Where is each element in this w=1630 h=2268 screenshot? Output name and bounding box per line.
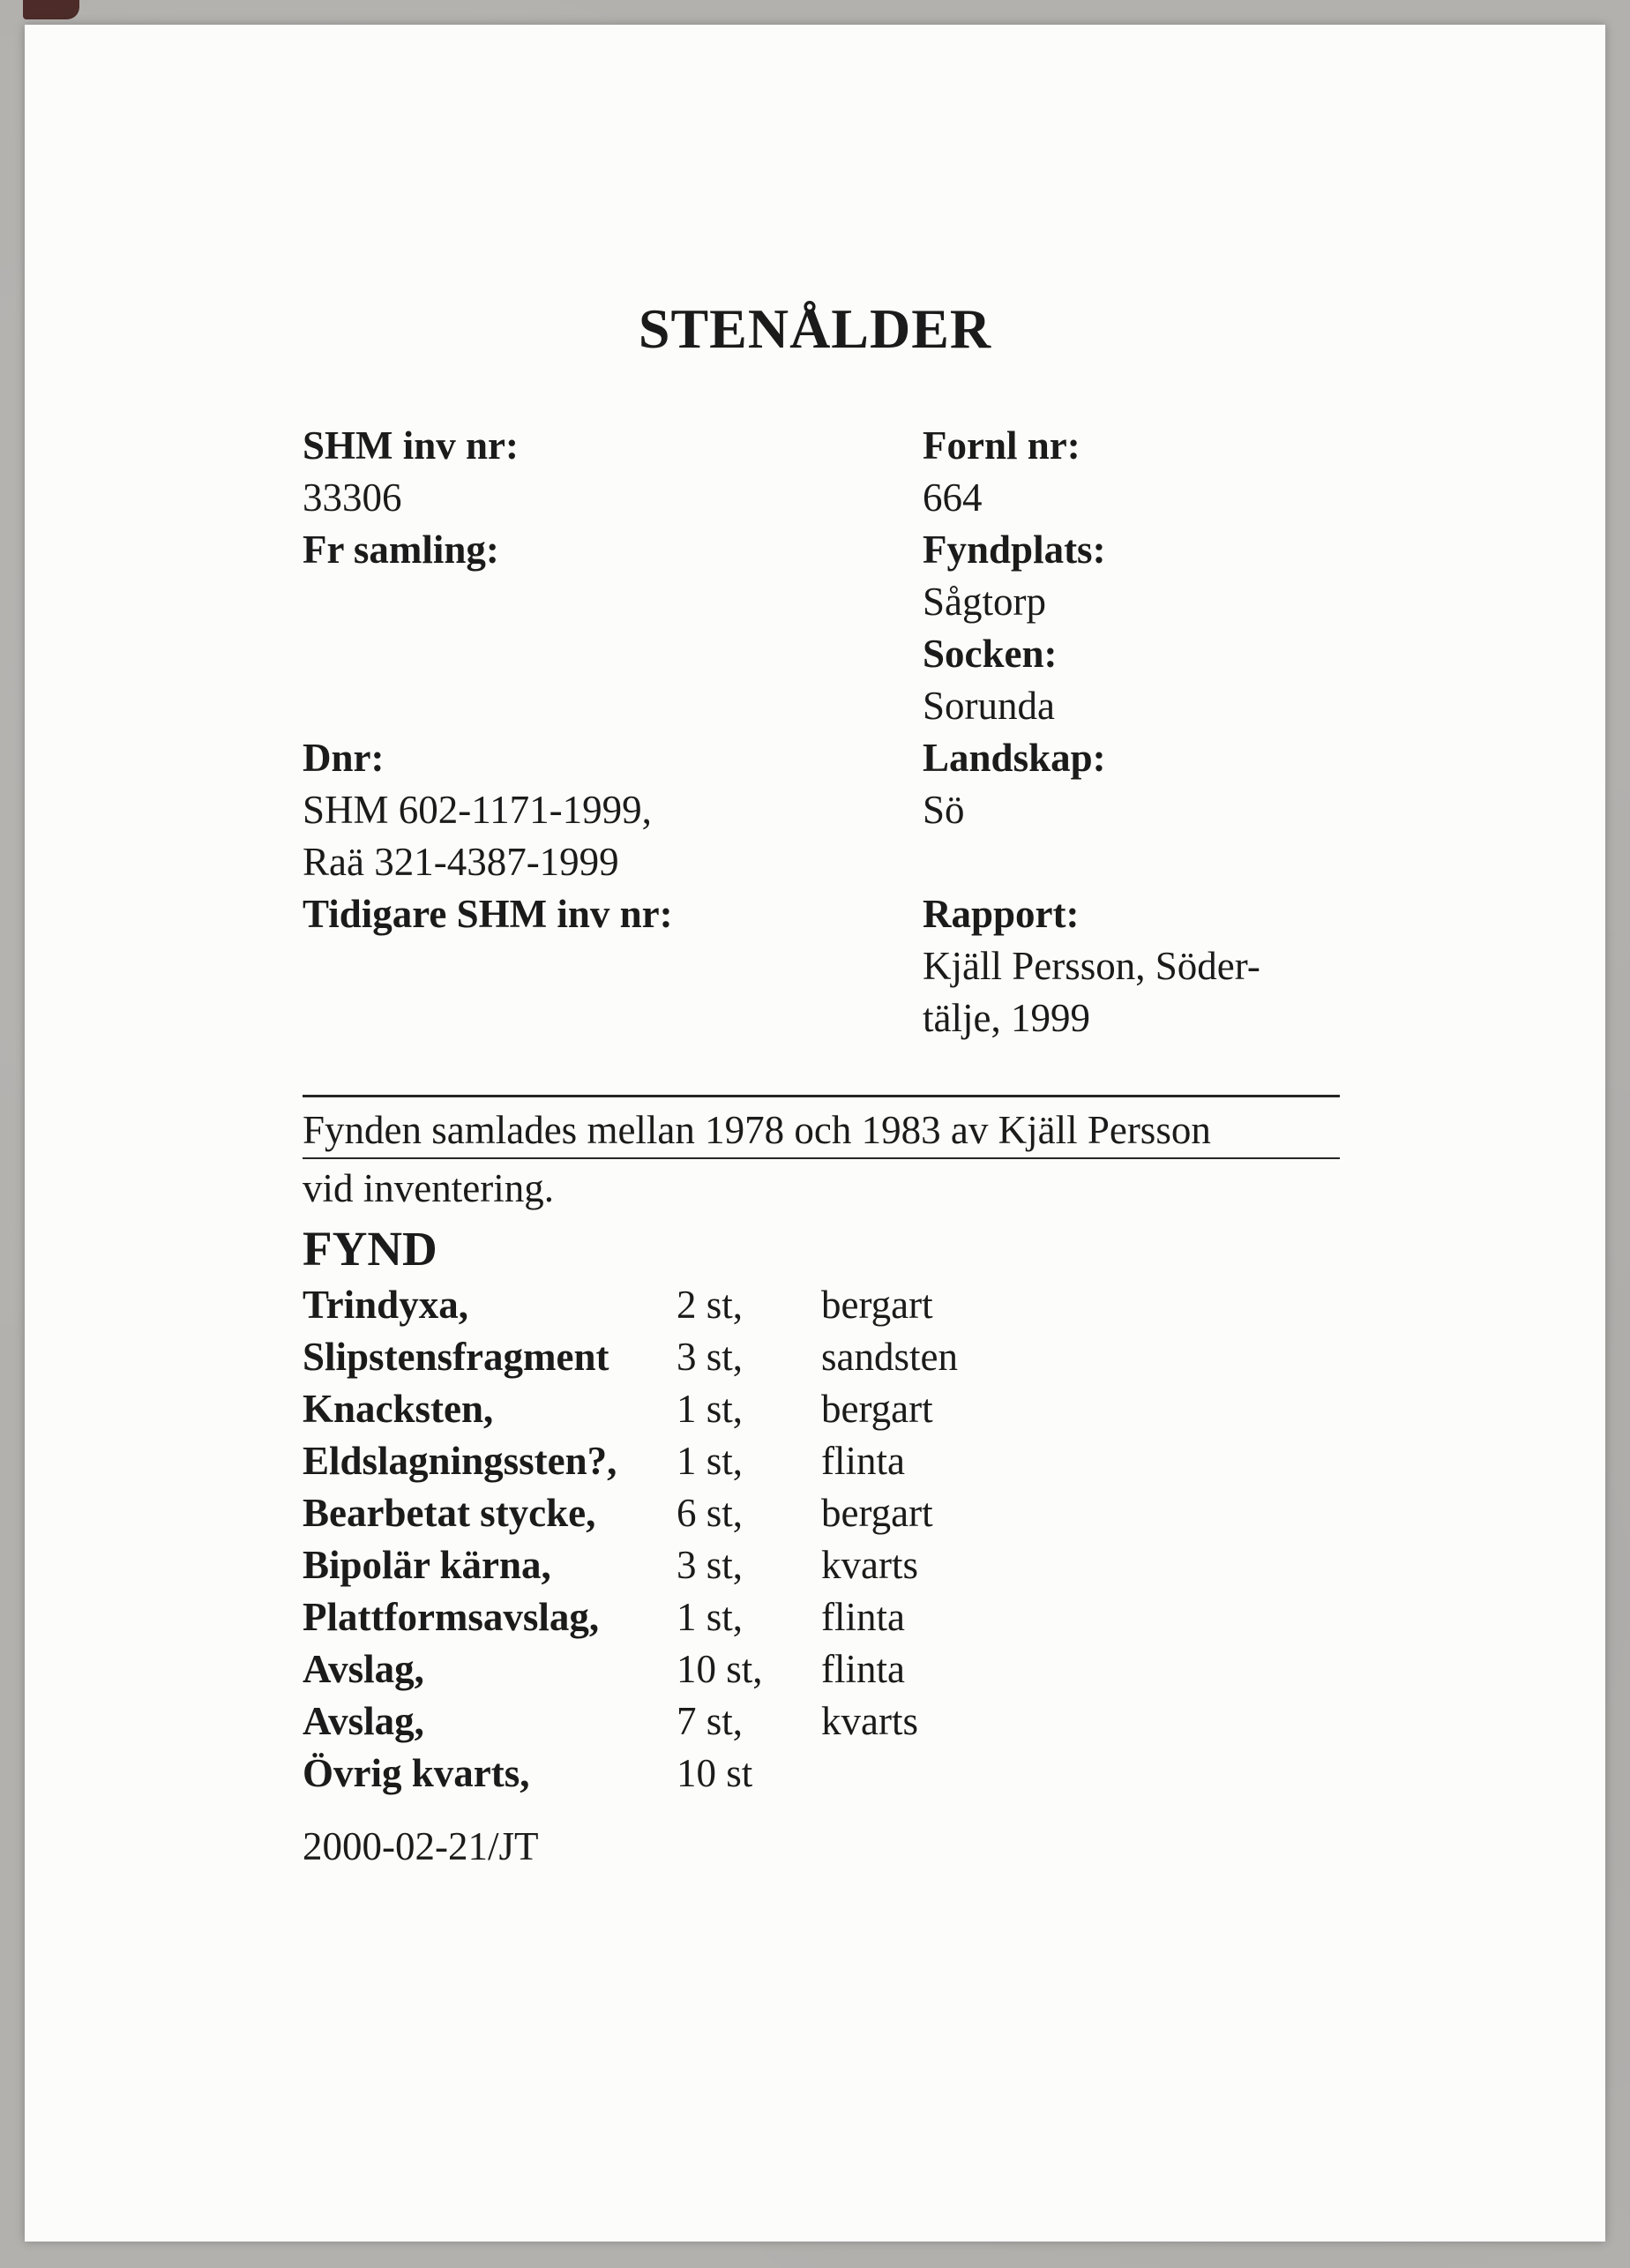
field-value: Sorunda [923, 684, 1055, 728]
page-title: STENÅLDER [638, 297, 992, 360]
metadata-column-left [303, 420, 911, 940]
summary-paragraph [303, 1095, 1340, 1214]
find-name-cell: Knacksten, [303, 1387, 494, 1431]
field-label: Fyndplats: [923, 528, 1106, 572]
find-material-cell: kvarts [821, 1699, 918, 1743]
field-label: Dnr: [303, 736, 385, 780]
find-quantity-cell: 10 st, [677, 1647, 763, 1691]
find-name-cell: Plattformsavslag, [303, 1595, 600, 1639]
field-value: 33306 [303, 475, 402, 520]
find-row [303, 1748, 1340, 1800]
field-value [303, 576, 911, 628]
scan-artifact-mark [23, 0, 79, 19]
find-material-cell: kvarts [821, 1543, 918, 1587]
find-quantity-cell: 10 st [677, 1751, 753, 1795]
finds-table [303, 1279, 1340, 1800]
field-value: tälje, 1999 [923, 996, 1090, 1040]
find-name-cell: Trindyxa, [303, 1283, 468, 1327]
find-row [303, 1383, 1340, 1435]
find-material-cell: flinta [821, 1647, 905, 1691]
find-quantity-cell: 1 st, [677, 1439, 744, 1483]
find-name-cell: Eldslagningssten?, [303, 1439, 617, 1483]
find-name-cell: Slipstensfragment [303, 1335, 609, 1379]
find-name-cell: Avslag, [303, 1699, 424, 1743]
field-label: Fornl nr: [923, 423, 1080, 468]
find-material-cell: sandsten [821, 1335, 958, 1379]
find-row [303, 1539, 1340, 1591]
date-signature: 2000-02-21/JT [303, 1824, 539, 1868]
find-quantity-cell: 1 st, [677, 1387, 744, 1431]
find-name-cell: Bipolär kärna, [303, 1543, 551, 1587]
field-label: SHM inv nr: [303, 423, 520, 468]
find-material-cell: bergart [821, 1491, 933, 1535]
field-value: Sågtorp [923, 580, 1046, 624]
finds-heading: FYND [303, 1222, 437, 1276]
find-row [303, 1435, 1340, 1487]
find-quantity-cell: 3 st, [677, 1335, 744, 1379]
field-value [303, 628, 911, 680]
find-row [303, 1643, 1340, 1695]
field-value: Sö [923, 788, 965, 832]
find-material-cell: bergart [821, 1387, 933, 1431]
find-material-cell: flinta [821, 1595, 905, 1639]
find-name-cell: Avslag, [303, 1647, 424, 1691]
field-value: SHM 602-1171-1999, [303, 788, 652, 832]
finds-section [303, 1095, 1340, 1800]
document-page [25, 25, 1605, 2242]
field-label: Fr samling: [303, 528, 499, 572]
field-value: Kjäll Persson, Söder- [923, 944, 1260, 988]
find-quantity-cell: 3 st, [677, 1543, 744, 1587]
metadata-column-right [923, 420, 1337, 1044]
find-row [303, 1695, 1340, 1748]
field-label: Landskap: [923, 736, 1106, 780]
field-label: Tidigare SHM inv nr: [303, 892, 673, 936]
find-material-cell: bergart [821, 1283, 933, 1327]
find-row [303, 1279, 1340, 1331]
find-row [303, 1591, 1340, 1643]
field-value [923, 836, 1337, 888]
field-label: Rapport: [923, 892, 1080, 936]
field-value: 664 [923, 475, 983, 520]
summary-line: Fynden samlades mellan 1978 och 1983 av Kjäll Persson [303, 1097, 1340, 1159]
find-name-cell: Bearbetat stycke, [303, 1491, 596, 1535]
find-quantity-cell: 6 st, [677, 1491, 744, 1535]
summary-line: vid inventering. [303, 1166, 554, 1210]
find-row [303, 1487, 1340, 1539]
find-quantity-cell: 1 st, [677, 1595, 744, 1639]
find-material-cell [821, 1748, 1340, 1800]
field-label: Socken: [923, 632, 1058, 676]
find-row [303, 1331, 1340, 1383]
field-value [303, 680, 911, 732]
find-material-cell: flinta [821, 1439, 905, 1483]
field-value: Raä 321-4387-1999 [303, 840, 619, 884]
find-quantity-cell: 2 st, [677, 1283, 744, 1327]
find-name-cell: Övrig kvarts, [303, 1751, 530, 1795]
find-quantity-cell: 7 st, [677, 1699, 744, 1743]
